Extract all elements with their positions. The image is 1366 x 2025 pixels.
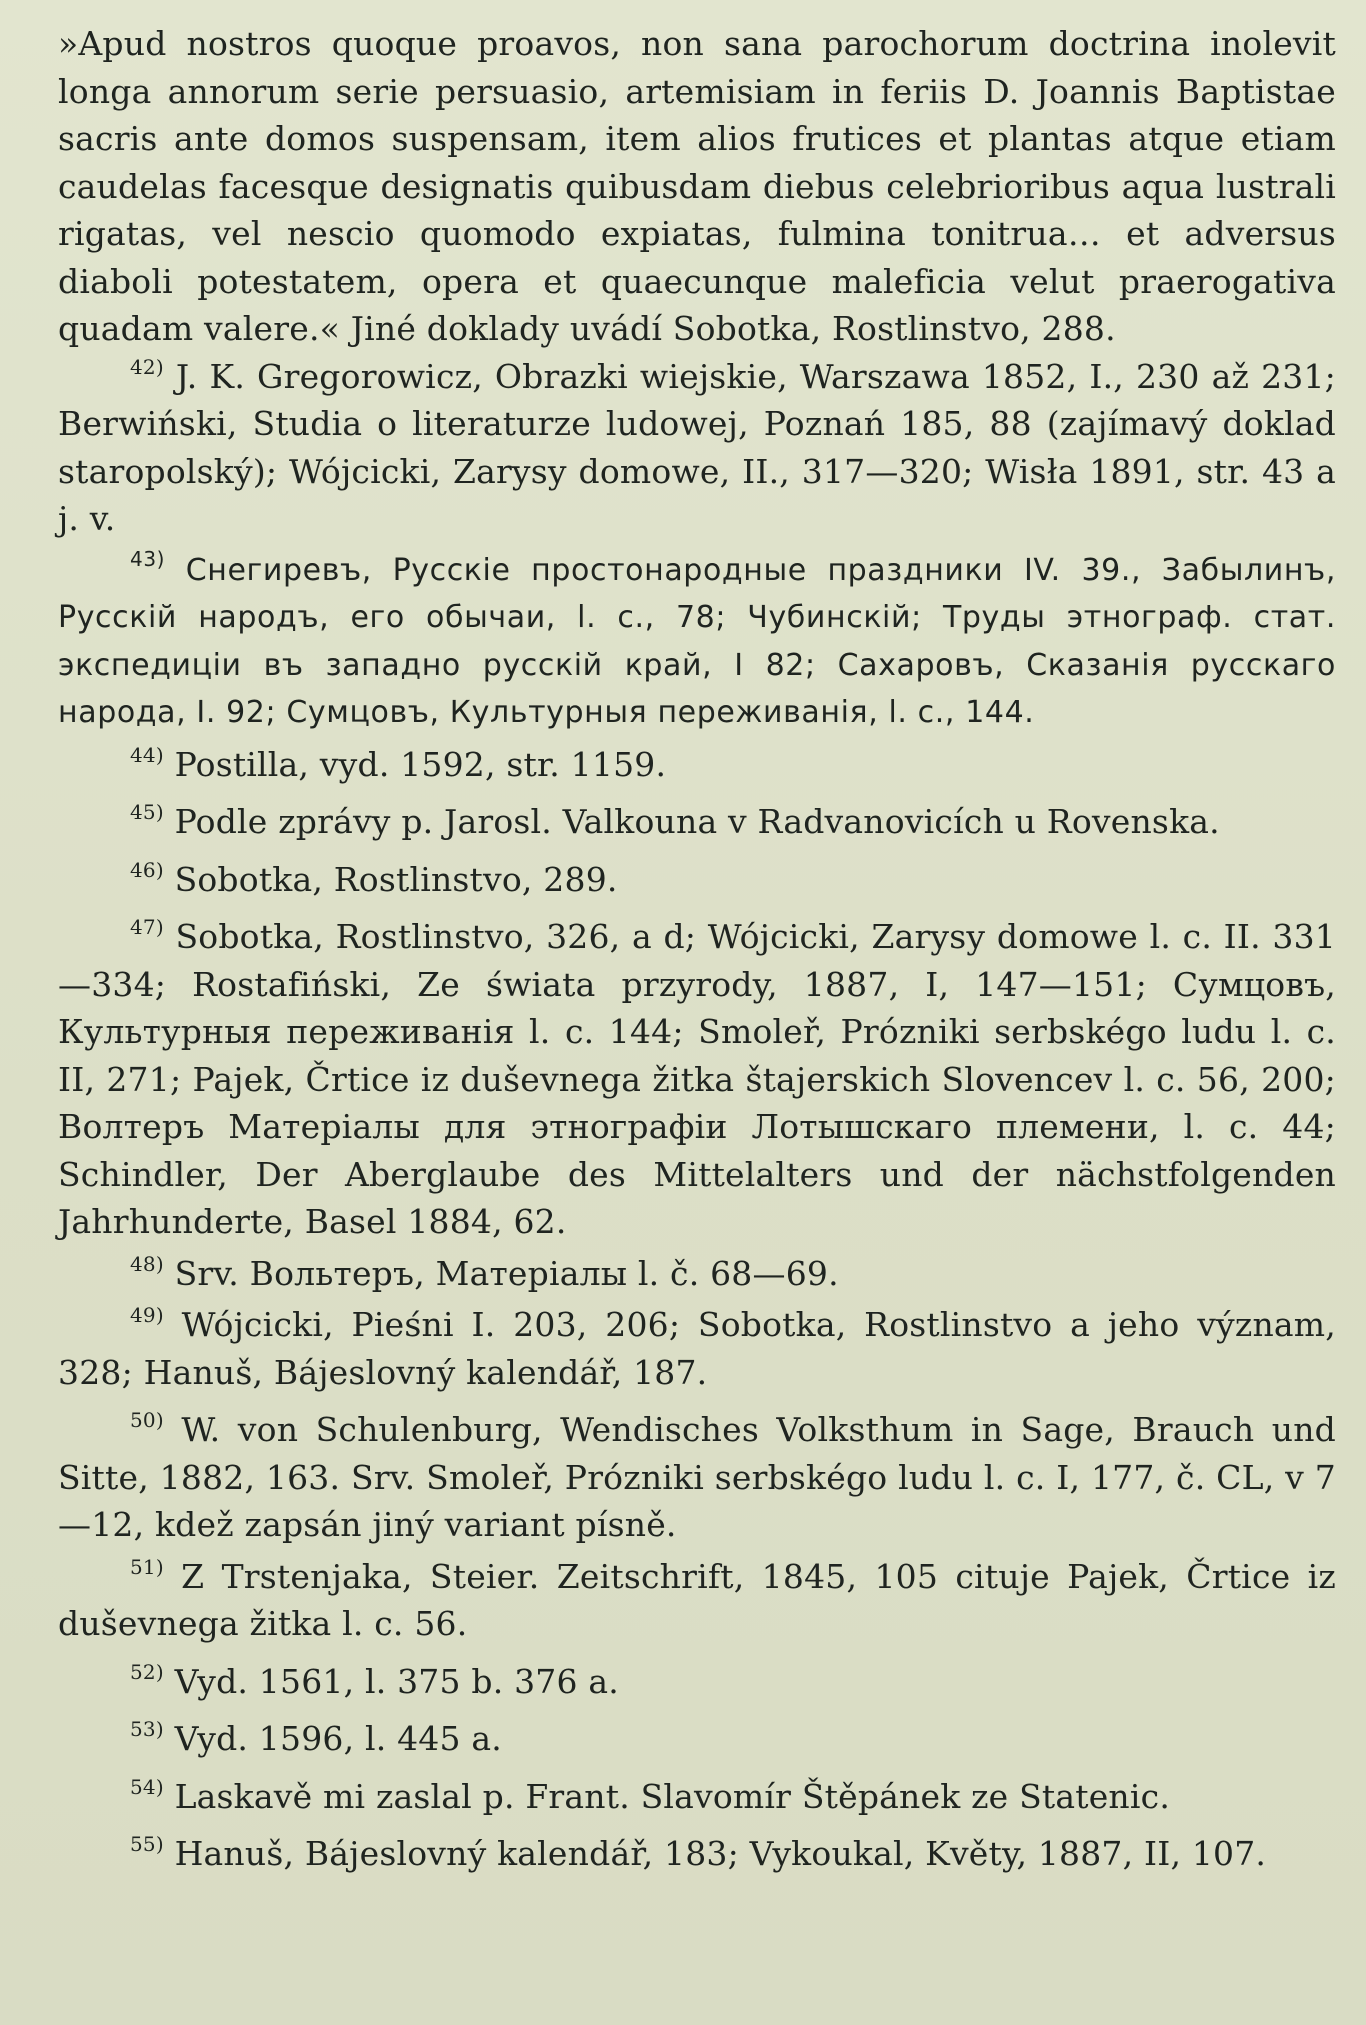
footnote-text: Wójcicki, Pieśni I. 203, 206; Sobotka, Rostlinstvo a jeho význam, 328; Hanuš, Bájeslovný kalendář, 187.: [58, 1305, 1336, 1392]
footnote-number: 43): [130, 546, 166, 571]
footnote-46: [58, 856, 1336, 904]
footnote-42: [58, 353, 1336, 543]
footnote-text: Srv. Вольтеръ, Матеріалы l. č. 68—69.: [174, 1253, 839, 1293]
footnote-55: [58, 1830, 1336, 1878]
footnote-44: [58, 741, 1336, 789]
footnote-number: 55): [130, 1832, 164, 1856]
footnote-text: Vyd. 1561, l. 375 b. 376 a.: [174, 1661, 619, 1701]
footnote-52: [58, 1658, 1336, 1706]
footnote-48: [58, 1250, 1336, 1298]
footnote-text: W. von Schulenburg, Wendisches Volksthum in Sage, Brauch und Sitte, 1882, 163. Srv. Smoleř, Prózniki serbskégo ludu l. c. I, 177, č. CL, v 7—12, kdež zapsán jiný variant písně.: [58, 1410, 1336, 1544]
footnote-49: [58, 1301, 1336, 1396]
footnote-number: 44): [130, 742, 164, 767]
footnote-53: [58, 1715, 1336, 1763]
footnote-45: [58, 798, 1336, 846]
intro-paragraph: »Apud nostros quoque proavos, non sana parochorum doctrina inolevit longa annorum serie persuasio, artemisiam in feriis D. Joannis Baptistae sacris ante domos suspensam, item alios frutices et plantas atque etiam caudelas facesque designatis quibusdam diebus celebrioribus aqua lustrali rigatas, vel nescio quomodo expiatas, fulmina tonitrua… et adversus diaboli potestatem, opera et quaecunque maleficia velut praerogativa quadam valere.« Jiné doklady uvádí Sobotka, Rostlinstvo, 288.: [58, 24, 1336, 348]
footnote-number: 42): [130, 354, 164, 379]
footnote-text: Z Trstenjaka, Steier. Zeitschrift, 1845, 105 cituje Pajek, Črtice iz duševnega žitka l. c. 56.: [58, 1556, 1336, 1643]
footnote-number: 50): [130, 1408, 164, 1432]
footnote-number: 45): [130, 800, 164, 824]
footnote-47: [58, 913, 1336, 1246]
footnote-number: 51): [130, 1554, 164, 1579]
footnote-number: 54): [130, 1774, 164, 1799]
footnote-number: 52): [130, 1659, 164, 1684]
footnote-50: [58, 1406, 1336, 1549]
footnote-text: Vyd. 1596, l. 445 a.: [174, 1719, 502, 1758]
footnote-text: Sobotka, Rostlinstvo, 289.: [174, 859, 618, 899]
footnote-43: [58, 547, 1336, 737]
footnote-number: 53): [130, 1717, 164, 1741]
footnote-54: [58, 1773, 1336, 1821]
footnote-text: Sobotka, Rostlinstvo, 326, a d; Wójcicki, Zarysy domowe l. c. II. 331—334; Rostafiński, Ze świata przyrody, 1887, I, 147—151; Сумцовъ, Культурныя переживанія l. c. 144; Smoleř, Prózniki serbskégo ludu l. c. II, 271; Pajek, Črtice iz duševnega žitka štajerskich Slovencev l. c. 56, 200; Волтеръ Матеріалы для этнографіи Лотышскаго племени, l. c. 44; Schindler, Der Aberglaube des Mittelalters und der nächstfolgenden Jahrhunderte, Basel 1884, 62.: [58, 917, 1336, 1241]
footnote-text: Laskavě mi zaslal p. Frant. Slavomír Štěpánek ze Statenic.: [174, 1776, 1171, 1816]
footnote-text: J. K. Gregorowicz, Obrazki wiejskie, Warszawa 1852, I., 230 až 231; Berwiński, Studia o literaturze ludowej, Poznań 185, 88 (zajímavý doklad staropolský); Wójcicki, Zarysy domowe, II., 317—320; Wisła 1891, str. 43 a j. v.: [58, 356, 1336, 538]
footnote-number: 49): [130, 1303, 164, 1327]
footnote-number: 47): [130, 915, 164, 939]
footnote-text: Снегиревъ, Русскіе простонародные праздники IV. 39., Забылинъ, Русскій народъ, его обычаи, l. c., 78; Чубинскій; Труды этнограф. стат. экспедиціи въ западно русскій край, I 82; Сахаровъ, Сказанія русскаго народа, I. 92; Сумцовъ, Культурныя переживанія, l. c., 144.: [58, 552, 1336, 730]
footnote-number: 46): [130, 857, 164, 882]
footnote-text: Podle zprávy p. Jarosl. Valkouna v Radvanovicích u Rovenska.: [174, 802, 1220, 841]
footnotes-block: [58, 20, 1336, 1878]
footnote-text: Hanuš, Bájeslovný kalendář, 183; Vykoukal, Květy, 1887, II, 107.: [174, 1834, 1267, 1873]
footnote-number: 48): [130, 1251, 164, 1276]
footnote-text: Postilla, vyd. 1592, str. 1159.: [174, 744, 667, 784]
footnote-51: [58, 1553, 1336, 1648]
